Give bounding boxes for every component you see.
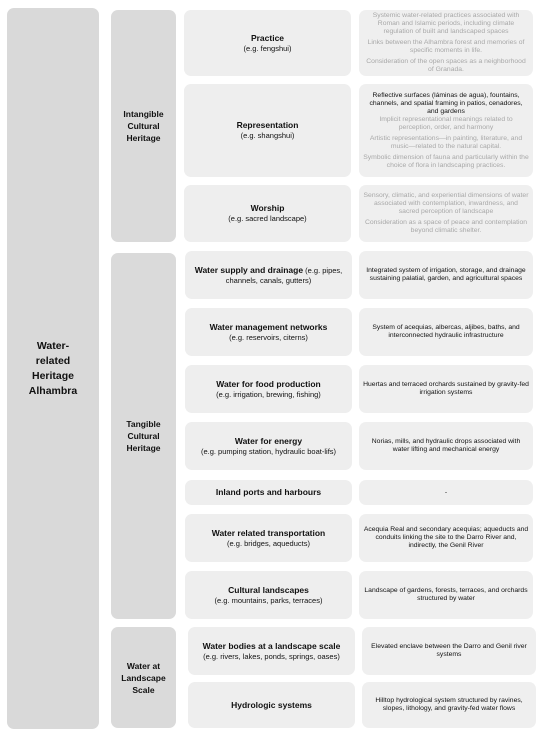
category-label: Water at Landscape Scale xyxy=(121,660,166,695)
description-text: System of acequias, albercas, aljibes, baths, and interconnected hydraulic infrastructure xyxy=(372,324,520,339)
root-title: Water-related Heritage Alhambra xyxy=(28,339,78,397)
description-water-bodies xyxy=(362,627,536,675)
subcategory-title: Water for energy xyxy=(234,435,303,446)
subcategory-example: (e.g. mountains, parks, terraces) xyxy=(214,595,323,605)
subcategory-example: (e.g. rivers, lakes, ponds, springs, oases) xyxy=(203,651,340,661)
description-cultural-landscapes xyxy=(359,571,533,619)
category-landscape xyxy=(111,627,176,728)
description-energy xyxy=(359,422,533,470)
subcategory-energy xyxy=(185,422,352,470)
description-text: - xyxy=(444,488,448,496)
subcategory-hydrologic-systems xyxy=(188,682,355,728)
subcategory-example: (e.g. sacred landscape) xyxy=(228,214,307,223)
subcategory-title: Water management networks xyxy=(209,321,328,332)
subcategory-cultural-landscapes xyxy=(185,571,352,619)
description-hydrologic-systems xyxy=(362,682,536,728)
subcategory-inland-ports xyxy=(185,480,352,505)
category-label: Tangible Cultural Heritage xyxy=(126,419,161,453)
subcategory-example: (e.g. pumping station, hydraulic boat-lifs) xyxy=(200,446,337,456)
description-text: Systemic water-related practices associated with Roman and Islamic periods, including climate regulation of built and landscaped spaces xyxy=(372,12,520,35)
category-tangible xyxy=(111,253,176,619)
subcategory-water-bodies xyxy=(188,627,355,675)
category-intangible xyxy=(111,10,176,242)
description-text: Links between the Alhambra forest and memories of specific moments in life. xyxy=(367,39,525,54)
description-inland-ports xyxy=(359,480,533,505)
subcategory-transportation xyxy=(185,514,352,562)
subcategory-title: Representation xyxy=(236,120,299,130)
description-text: Integrated system of irrigation, storage, and drainage sustaining palatial, garden, and agricultural spaces xyxy=(366,267,526,282)
description-text: Symbolic dimension of fauna and particularly within the choice of flora in landscaping practices. xyxy=(363,153,529,169)
subcategory-title: Water related transportation xyxy=(211,527,326,538)
subcategory-title: Worship xyxy=(250,203,285,213)
subcategory-example: (e.g. irrigation, brewing, fishing) xyxy=(216,389,321,399)
subcategory-example: (e.g. fengshui) xyxy=(243,43,292,53)
subcategory-title: Hydrologic systems xyxy=(231,699,312,710)
subcategory-title: Cultural landscapes xyxy=(228,584,309,595)
subcategory-title: Water for food production xyxy=(216,378,321,389)
subcategory-food-production xyxy=(185,365,352,413)
description-text: Consideration as a space of peace and contemplation beyond climatic shelter. xyxy=(364,219,528,234)
subcategory-example: (e.g. reservoirs, citerns) xyxy=(229,332,308,342)
subcategory-title: Water bodies at a landscape scale xyxy=(202,640,341,651)
description-text: Reflective surfaces (láminas de agua), fountains, channels, and spatial framing in patios, cenadores, and gardens xyxy=(369,91,523,115)
subcategory-title: Water supply and drainage xyxy=(194,264,304,275)
root-node xyxy=(7,8,99,729)
subcategory-title: Inland ports and harbours xyxy=(215,487,322,497)
description-practice xyxy=(359,10,533,76)
description-text: Consideration of the open spaces as a neighborhood of Granada. xyxy=(366,58,526,73)
description-text: Landscape of gardens, forests, terraces, and orchards structured by water xyxy=(364,587,528,602)
description-text: Sensory, climatic, and experiential dimensions of water associated with contemplation, inwardness, and sacred perception of landscape xyxy=(363,192,529,215)
description-text: Acequia Real and secondary acequias; aqueducts and conduits linking the site to the Darro River and, indirectly, the Genil River xyxy=(363,526,529,549)
description-water-management xyxy=(359,308,533,356)
description-representation xyxy=(359,84,533,177)
subcategory-example: (e.g. pipes, channels, canals, gutters) xyxy=(225,265,343,285)
description-text: Norias, mills, and hydraulic drops associated with water lifting and mechanical energy xyxy=(371,438,521,453)
description-text: Huertas and terraced orchards sustained by gravity-fed irrigation systems xyxy=(363,381,529,396)
description-text: Artistic representations—in painting, literature, and music—related to the natural capital. xyxy=(369,134,523,150)
category-label: Intangible Cultural Heritage xyxy=(123,109,164,143)
subcategory-worship xyxy=(184,185,351,242)
description-water-supply xyxy=(359,251,533,299)
subcategory-practice xyxy=(184,10,351,76)
description-food-production xyxy=(359,365,533,413)
description-text: Implicit representational meanings related to perception, order, and harmony xyxy=(379,115,513,131)
subcategory-water-management xyxy=(185,308,352,356)
subcategory-example: (e.g. shangshui) xyxy=(240,131,295,140)
subcategory-example: (e.g. bridges, aqueducts) xyxy=(227,538,310,548)
subcategory-representation xyxy=(184,84,351,177)
description-worship xyxy=(359,185,533,242)
description-text: Elevated enclave between the Darro and Genil river systems xyxy=(371,643,527,658)
subcategory-title: Practice xyxy=(250,32,285,43)
description-transportation xyxy=(359,514,533,562)
description-text: Hilltop hydrological system structured by ravines, slopes, lithology, and gravity-fed water flows xyxy=(375,697,523,712)
subcategory-water-supply xyxy=(185,251,352,299)
